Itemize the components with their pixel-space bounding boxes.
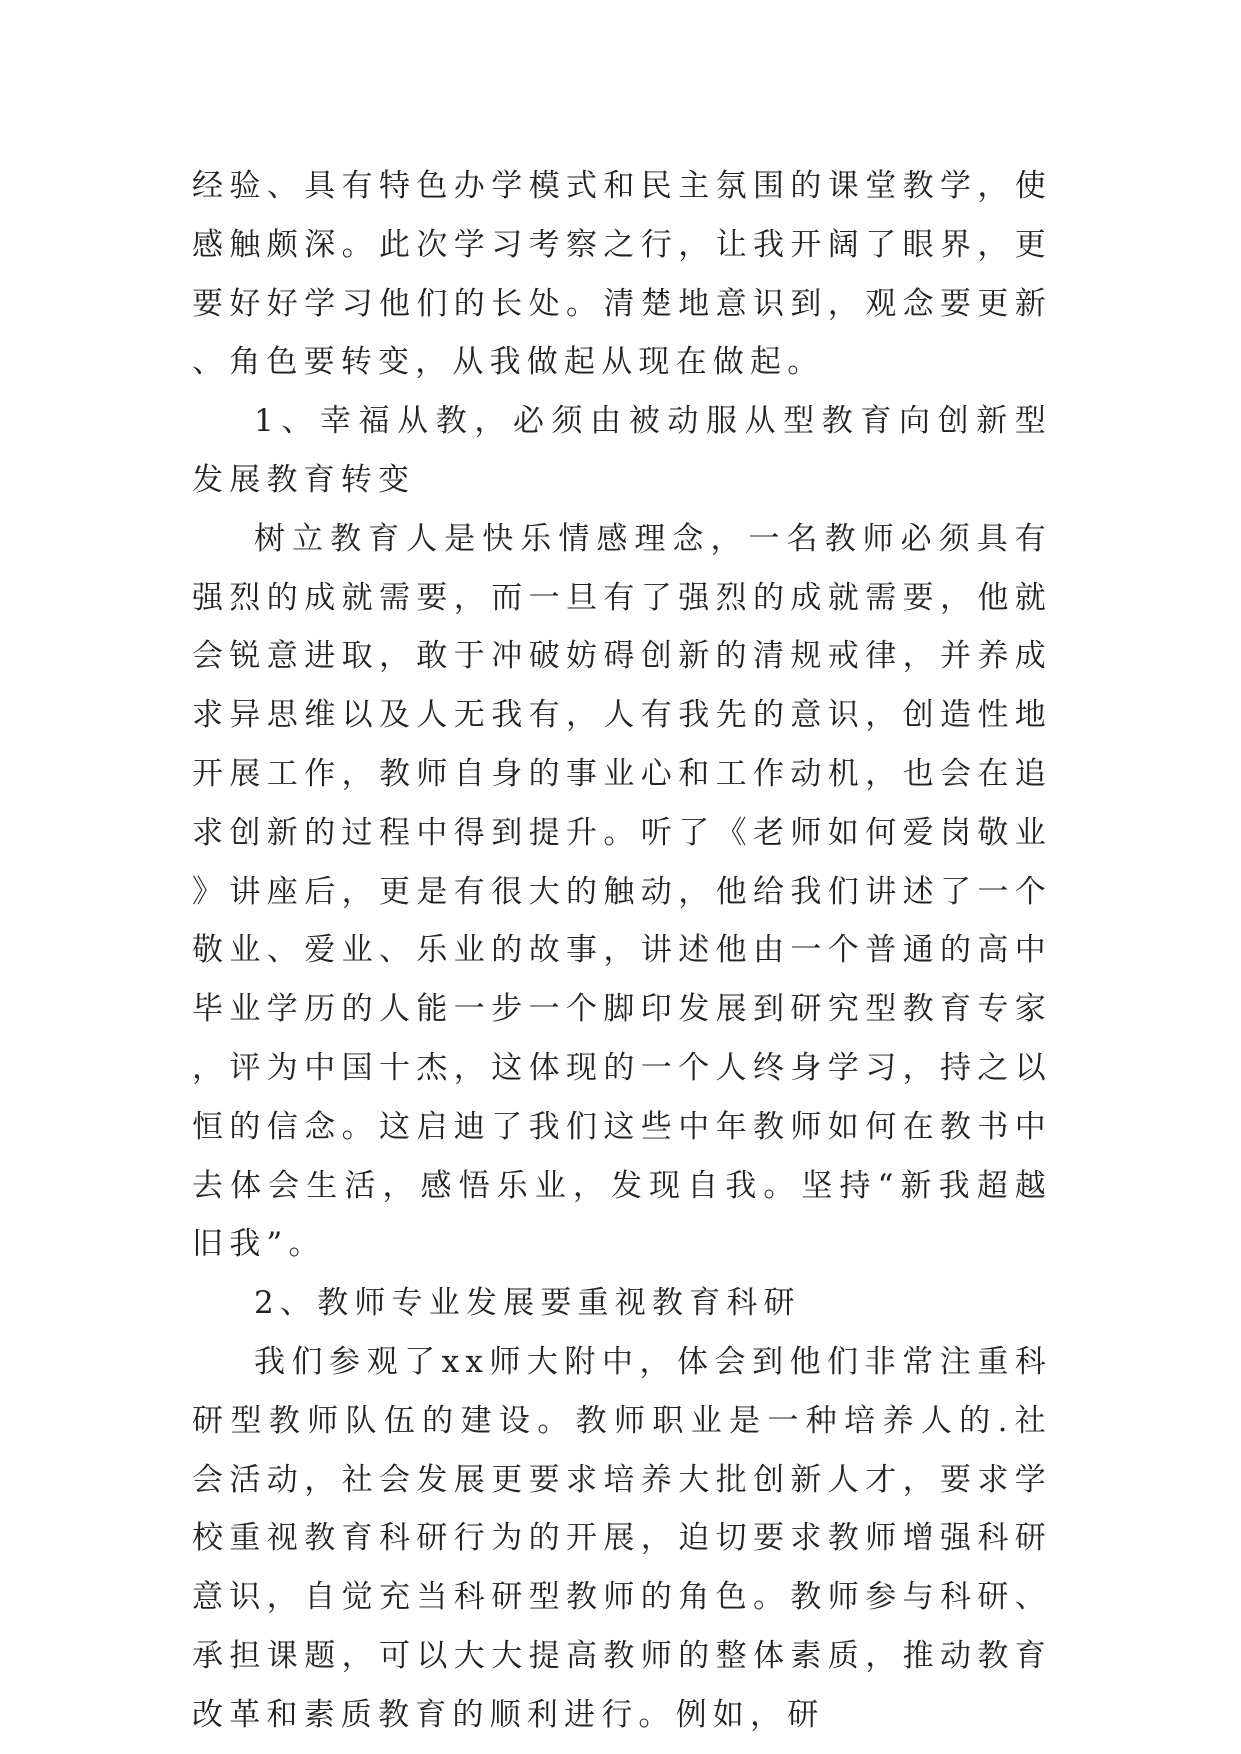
- paragraph-intro-continuation: 经验、具有特色办学模式和民主氛围的课堂教学，使感触颇深。此次学习考察之行，让我开阔了眼界，更要好好学习他们的长处。清楚地意识到，观念要更新、角色要转变，从我做起从现在做起。: [192, 168, 1052, 381]
- paragraph-section-1-body: 树立教育人是快乐情感理念，一名教师必须具有强烈的成就需要，而一旦有了强烈的成就需要，他就会锐意进取，敢于冲破妨碍创新的清规戒律，并养成求异思维以及人无我有，人有我先的意识，创造性地开展工作，教师自身的事业心和工作动机，也会在追求创新的过程中得到提升。听了《老师如何爱岗敬业》讲座后，更是有很大的触动，他给我们讲述了一个敬业、爱业、乐业的故事，讲述他由一个普通的高中毕业学历的人能一步一个脚印发展到研究型教育专家，评为中国十杰，这体现的一个人终身学习，持之以恒的信念。这启迪了我们这些中年教师如何在教书中去体会生活，感悟乐业，发现自我。坚持“新我超越旧我”。: [192, 520, 1052, 1263]
- section-heading-1: 1、幸福从教，必须由被动服从型教育向创新型发展教育转变: [192, 403, 1052, 498]
- paragraph-section-2-body: 我们参观了xx师大附中，体会到他们非常注重科研型教师队伍的建设。教师职业是一种培养人的.社会活动，社会发展更要求培养大批创新人才，要求学校重视教育科研行为的开展，迫切要求教师增强科研意识，自觉充当科研型教师的角色。教师参与科研、承担课题，可以大大提高教师的整体素质，推动教育改革和素质教育的顺利进行。例如，研: [192, 1343, 1052, 1733]
- document-body: [192, 157, 1052, 1745]
- section-heading-2: 2、教师专业发展要重视教育科研: [254, 1285, 801, 1322]
